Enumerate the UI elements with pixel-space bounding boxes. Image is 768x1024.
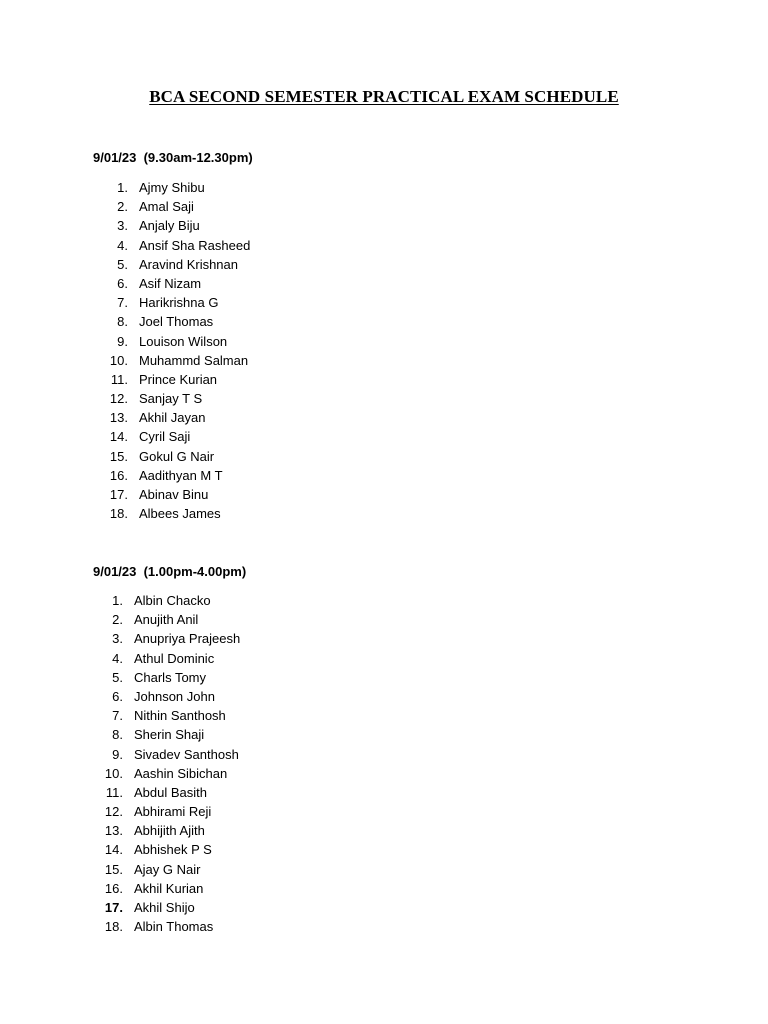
list-item <box>101 725 205 744</box>
student-name: Gokul G Nair <box>139 448 215 464</box>
student-name: Joel Thomas <box>139 314 214 330</box>
list-item <box>106 216 200 235</box>
student-name: Ajmy Shibu <box>139 180 205 195</box>
list-item <box>101 706 226 725</box>
list-item-number: 10. <box>109 352 128 368</box>
list-item-number: 5. <box>117 256 128 272</box>
list-item-number: 5. <box>112 669 123 685</box>
list-item-number: 17. <box>104 900 123 915</box>
student-name: Akhil Shijo <box>134 900 195 915</box>
list-item-number: 12. <box>104 804 123 820</box>
list-item <box>106 178 205 197</box>
student-name: Abinav Binu <box>139 487 209 502</box>
student-name: Sivadev Santhosh <box>134 746 239 762</box>
list-item <box>106 408 206 427</box>
student-name: Abhijith Ajith <box>134 823 205 839</box>
list-item <box>106 351 249 370</box>
student-list-afternoon <box>101 591 241 936</box>
list-item <box>106 447 215 466</box>
student-name: Abhishek P S <box>134 842 212 858</box>
list-item-number: 16. <box>109 467 128 483</box>
student-name: Prince Kurian <box>139 371 218 387</box>
list-item <box>101 898 195 917</box>
student-name: Aashin Sibichan <box>134 765 228 781</box>
list-item <box>101 860 201 879</box>
student-name: Asif Nizam <box>139 275 202 291</box>
list-item <box>101 821 205 840</box>
list-item <box>101 610 199 629</box>
student-name: Harikrishna G <box>139 295 219 311</box>
list-item <box>101 687 215 706</box>
student-name: Akhil Kurian <box>134 880 204 896</box>
student-list-morning <box>106 178 251 523</box>
student-name: Charls Tomy <box>134 669 207 685</box>
student-name: Johnson John <box>134 688 215 704</box>
list-item-number: 12. <box>109 391 128 407</box>
list-item-number: 14. <box>104 842 123 858</box>
list-item-number: 1. <box>112 593 123 608</box>
student-name: Louison Wilson <box>139 333 228 349</box>
list-item-number: 9. <box>117 333 128 349</box>
student-name: Ajay G Nair <box>134 861 201 877</box>
list-item <box>106 255 238 274</box>
student-name: Ansif Sha Rasheed <box>139 237 251 253</box>
list-item-number: 7. <box>112 708 123 724</box>
list-item <box>106 236 251 255</box>
list-item-number: 7. <box>117 295 128 311</box>
list-item <box>106 427 191 446</box>
list-item-number: 13. <box>104 823 123 839</box>
list-item <box>101 745 239 764</box>
list-item <box>106 485 209 504</box>
student-name: Nithin Santhosh <box>134 708 226 724</box>
list-item-number: 8. <box>112 727 123 743</box>
list-item <box>106 197 194 216</box>
list-item <box>106 466 223 485</box>
student-name: Anujith Anil <box>134 612 199 628</box>
student-name: Athul Dominic <box>134 650 215 666</box>
list-item <box>101 840 212 859</box>
list-item-number: 16. <box>104 880 123 896</box>
student-name: Abdul Basith <box>134 784 207 800</box>
list-item <box>101 591 211 610</box>
student-name: Albin Chacko <box>134 593 211 608</box>
list-item-number: 4. <box>117 237 128 253</box>
list-item-number: 2. <box>117 199 128 215</box>
list-item-number: 17. <box>109 487 128 502</box>
list-item <box>106 504 221 523</box>
student-name: Anupriya Prajeesh <box>134 631 241 647</box>
list-item <box>101 879 204 898</box>
list-item <box>101 668 207 687</box>
list-item-number: 14. <box>109 429 128 445</box>
list-item <box>101 764 228 783</box>
student-name: Aravind Krishnan <box>139 256 238 272</box>
student-name: Albees James <box>139 506 221 522</box>
list-item <box>106 370 218 389</box>
list-item <box>106 274 202 293</box>
student-name: Abhirami Reji <box>134 804 212 820</box>
list-item <box>101 802 212 821</box>
list-item-number: 11. <box>110 371 128 387</box>
list-item <box>106 332 228 351</box>
list-item <box>101 629 241 648</box>
student-name: Anjaly Biju <box>139 218 200 234</box>
student-name: Amal Saji <box>139 199 194 215</box>
list-item-number: 15. <box>109 448 128 464</box>
list-item <box>101 783 207 802</box>
list-item-number: 3. <box>117 218 128 234</box>
list-item-number: 2. <box>112 612 123 628</box>
list-item <box>106 389 203 408</box>
list-item <box>106 312 214 331</box>
student-name: Sherin Shaji <box>134 727 205 743</box>
list-item <box>106 293 219 312</box>
session-heading-morning: 9/01/23 (9.30am-12.30pm) <box>93 150 253 165</box>
list-item-number: 13. <box>109 410 128 426</box>
student-name: Cyril Saji <box>139 429 191 445</box>
student-name: Sanjay T S <box>139 391 203 407</box>
page-title: BCA SECOND SEMESTER PRACTICAL EXAM SCHEDULE <box>149 87 619 106</box>
list-item-number: 1. <box>117 180 128 195</box>
list-item-number: 4. <box>112 650 123 666</box>
session-heading-afternoon: 9/01/23 (1.00pm-4.00pm) <box>93 564 247 579</box>
list-item-number: 18. <box>109 506 128 522</box>
list-item <box>101 917 214 936</box>
list-item-number: 3. <box>112 631 123 647</box>
list-item-number: 15. <box>104 861 123 877</box>
list-item-number: 6. <box>112 688 123 704</box>
student-name: Aadithyan M T <box>139 467 223 483</box>
list-item-number: 9. <box>112 746 123 762</box>
list-item-number: 6. <box>117 275 128 291</box>
list-item-number: 11. <box>105 784 123 800</box>
student-name: Akhil Jayan <box>139 410 206 426</box>
student-name: Albin Thomas <box>134 919 214 935</box>
list-item <box>101 649 215 668</box>
list-item-number: 10. <box>104 765 123 781</box>
list-item-number: 18. <box>104 919 123 935</box>
list-item-number: 8. <box>117 314 128 330</box>
student-name: Muhammd Salman <box>139 352 249 368</box>
